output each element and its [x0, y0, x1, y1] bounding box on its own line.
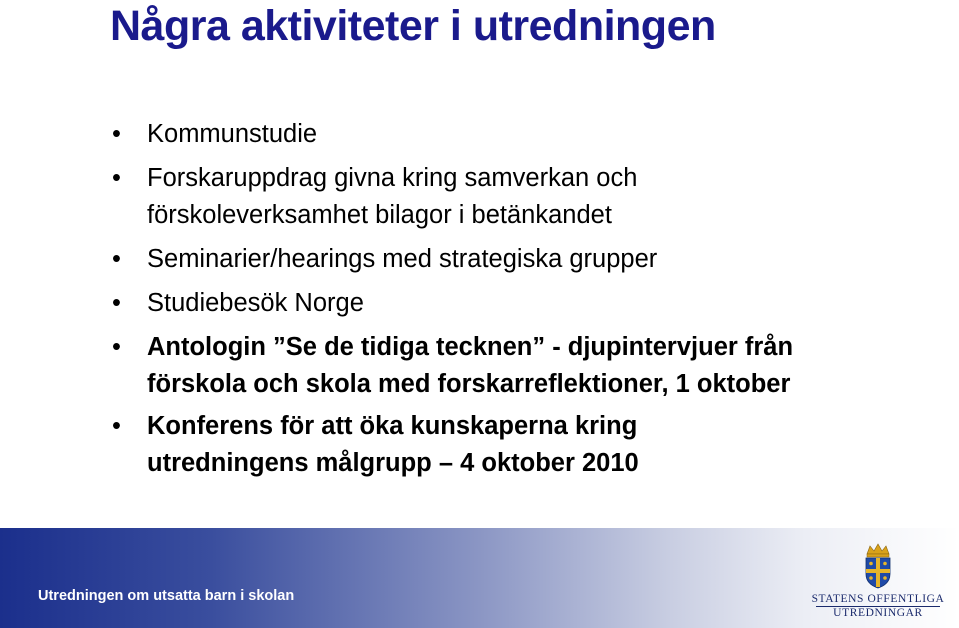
- bullet-text: Antologin ”Se de tidiga tecknen” - djupintervjuer från förskola och skola med forskarreflektioner, 1 oktober: [147, 333, 794, 398]
- bullet-text: Forskaruppdrag givna kring samverkan och förskoleverksamhet bilagor i betänkandet: [147, 164, 638, 229]
- bullet-dot-icon: •: [112, 333, 121, 361]
- footer-label: Utredningen om utsatta barn i skolan: [38, 588, 295, 604]
- bullet-text: Konferens för att öka kunskaperna kring utredningens målgrupp – 4 oktober 2010: [147, 412, 639, 477]
- bullet-item: [112, 160, 892, 234]
- bullet-list: [112, 116, 892, 487]
- bullet-item: [112, 408, 892, 481]
- bullet-item: [112, 116, 892, 153]
- bullet-dot-icon: •: [112, 120, 121, 148]
- bullet-dot-icon: •: [112, 412, 121, 440]
- sou-logo: [808, 542, 948, 626]
- bullet-dot-icon: •: [112, 245, 121, 273]
- bullet-text: Seminarier/hearings med strategiska grupper: [147, 245, 658, 273]
- bullet-item: [112, 241, 892, 278]
- bullet-text: Studiebesök Norge: [147, 289, 364, 317]
- bullet-text: Kommunstudie: [147, 120, 318, 148]
- bullet-item: [112, 329, 892, 402]
- bullet-item: [112, 285, 892, 322]
- swedish-crest-icon: [858, 542, 898, 590]
- slide-title: Några aktiviteter i utredningen: [110, 2, 716, 50]
- footer-band: [0, 528, 959, 628]
- bullet-dot-icon: •: [112, 164, 121, 192]
- bullet-dot-icon: •: [112, 289, 121, 317]
- logo-text-line2: UTREDNINGAR: [833, 607, 923, 619]
- logo-text-line1: STATENS OFFENTLIGA: [811, 593, 945, 605]
